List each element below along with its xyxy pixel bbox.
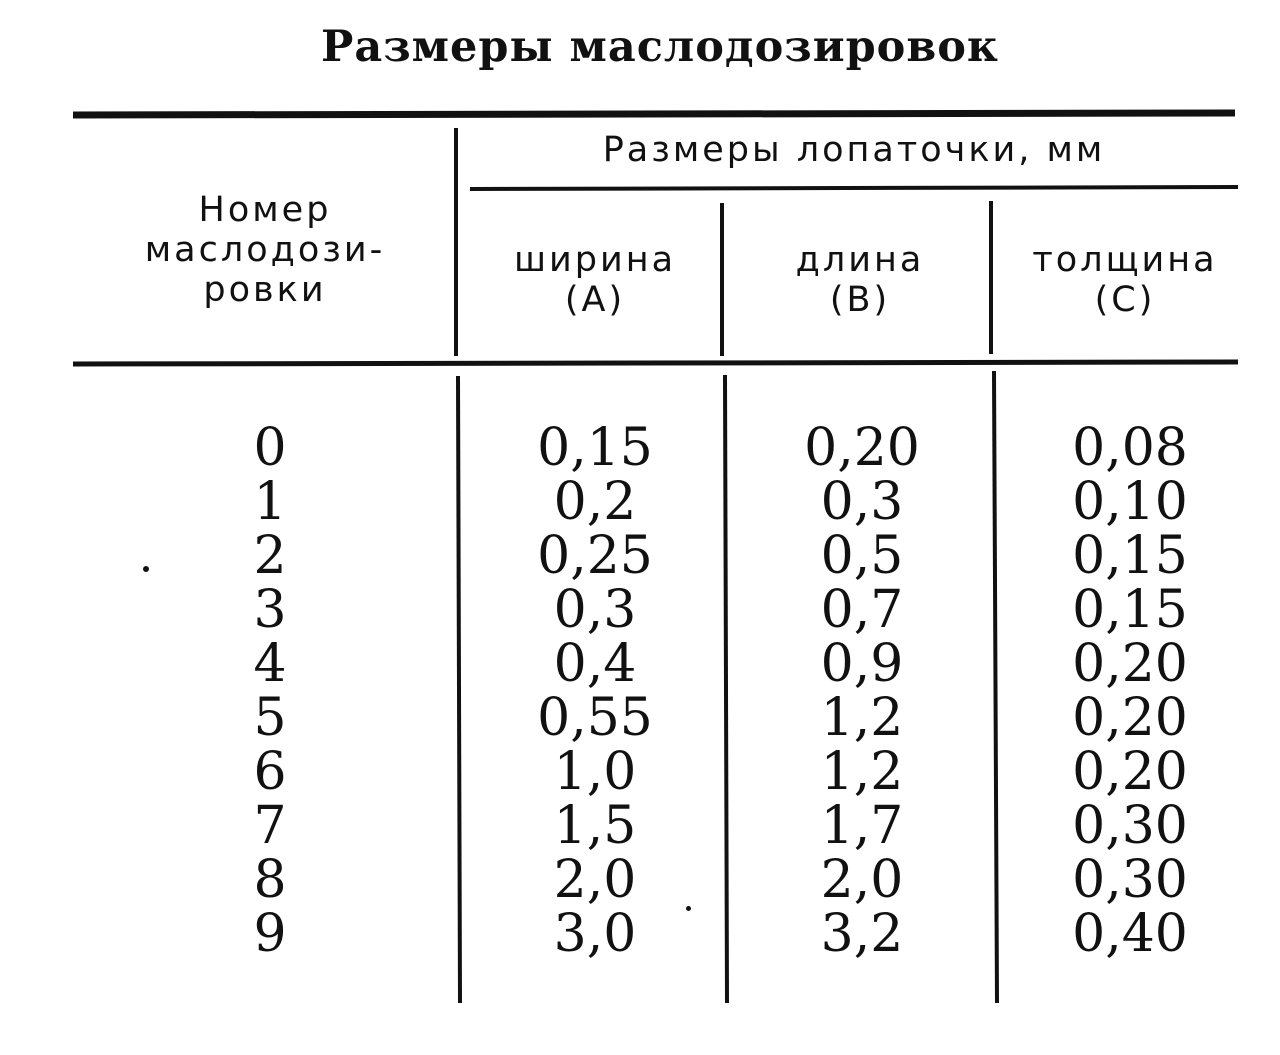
table-title: Размеры маслодозировок [321,22,999,72]
table-cell: 7 [253,796,287,856]
table-cell: 0,15 [1072,526,1188,586]
table-cell: 0,40 [1072,904,1188,964]
number-header [95,190,435,310]
table-cell: 0,20 [804,418,920,478]
table-cell: 0,30 [1072,850,1188,910]
table-cell: 1,2 [820,742,904,802]
width-header-label: ширина [513,240,677,280]
table-cell: 0 [253,418,287,478]
table-cell: 0,08 [1072,418,1188,478]
divider-1-lower [458,376,460,1003]
thickness-header [1000,240,1250,320]
table-cell: 6 [253,742,287,802]
table-cell: 1,2 [820,688,904,748]
group-underline [470,187,1238,189]
table-cell: 1 [253,472,287,532]
table-cell: 3,2 [820,904,904,964]
length-header-symbol: (B) [829,280,891,320]
table-cell: 0,3 [553,580,637,640]
table-cell: 8 [253,850,287,910]
table-cell: 0,9 [820,634,904,694]
table-cell: 5 [253,688,287,748]
table-cell: 1,5 [553,796,637,856]
table-cell: 0,2 [553,472,637,532]
number-header-line: ровки [203,270,327,310]
thickness-header-symbol: (C) [1094,280,1156,320]
group-header: Размеры лопаточки, мм [602,130,1106,170]
width-header-symbol: (A) [564,280,626,320]
table-cell: 0,5 [820,526,904,586]
print-speck [686,906,691,911]
table-cell: 0,20 [1072,742,1188,802]
table-cell: 0,4 [553,634,637,694]
table-cell: 0,3 [820,472,904,532]
table-cell: 0,55 [537,688,653,748]
divider-3-lower [994,371,997,1003]
table-cell: 1,7 [820,796,904,856]
number-column [195,418,345,964]
thickness-column [1055,418,1205,964]
length-header [735,240,985,320]
table-cell: 0,7 [820,580,904,640]
number-header-line: Номер [198,190,332,230]
table-cell: 0,20 [1072,634,1188,694]
top-rule [73,113,1235,115]
print-speck [143,566,149,572]
table-cell: 2,0 [553,850,637,910]
number-header-line: маслодози- [144,230,386,270]
table-cell: 2,0 [820,850,904,910]
table-cell: 0,20 [1072,688,1188,748]
table-cell: 4 [253,634,287,694]
table-cell: 0,25 [537,526,653,586]
divider-2-lower [725,375,727,1003]
length-column [787,418,937,964]
table-cell: 2 [253,526,287,586]
length-header-label: длина [795,240,925,280]
table-cell: 1,0 [553,742,637,802]
table-cell: 0,30 [1072,796,1188,856]
table-cell: 9 [253,904,287,964]
header-bottom-rule [73,362,1238,364]
table-cell: 3,0 [553,904,637,964]
width-header [470,240,720,320]
width-column [520,418,670,964]
table-cell: 0,15 [537,418,653,478]
table-cell: 0,10 [1072,472,1188,532]
table-cell: 3 [253,580,287,640]
thickness-header-label: толщина [1032,240,1218,280]
table-cell: 0,15 [1072,580,1188,640]
